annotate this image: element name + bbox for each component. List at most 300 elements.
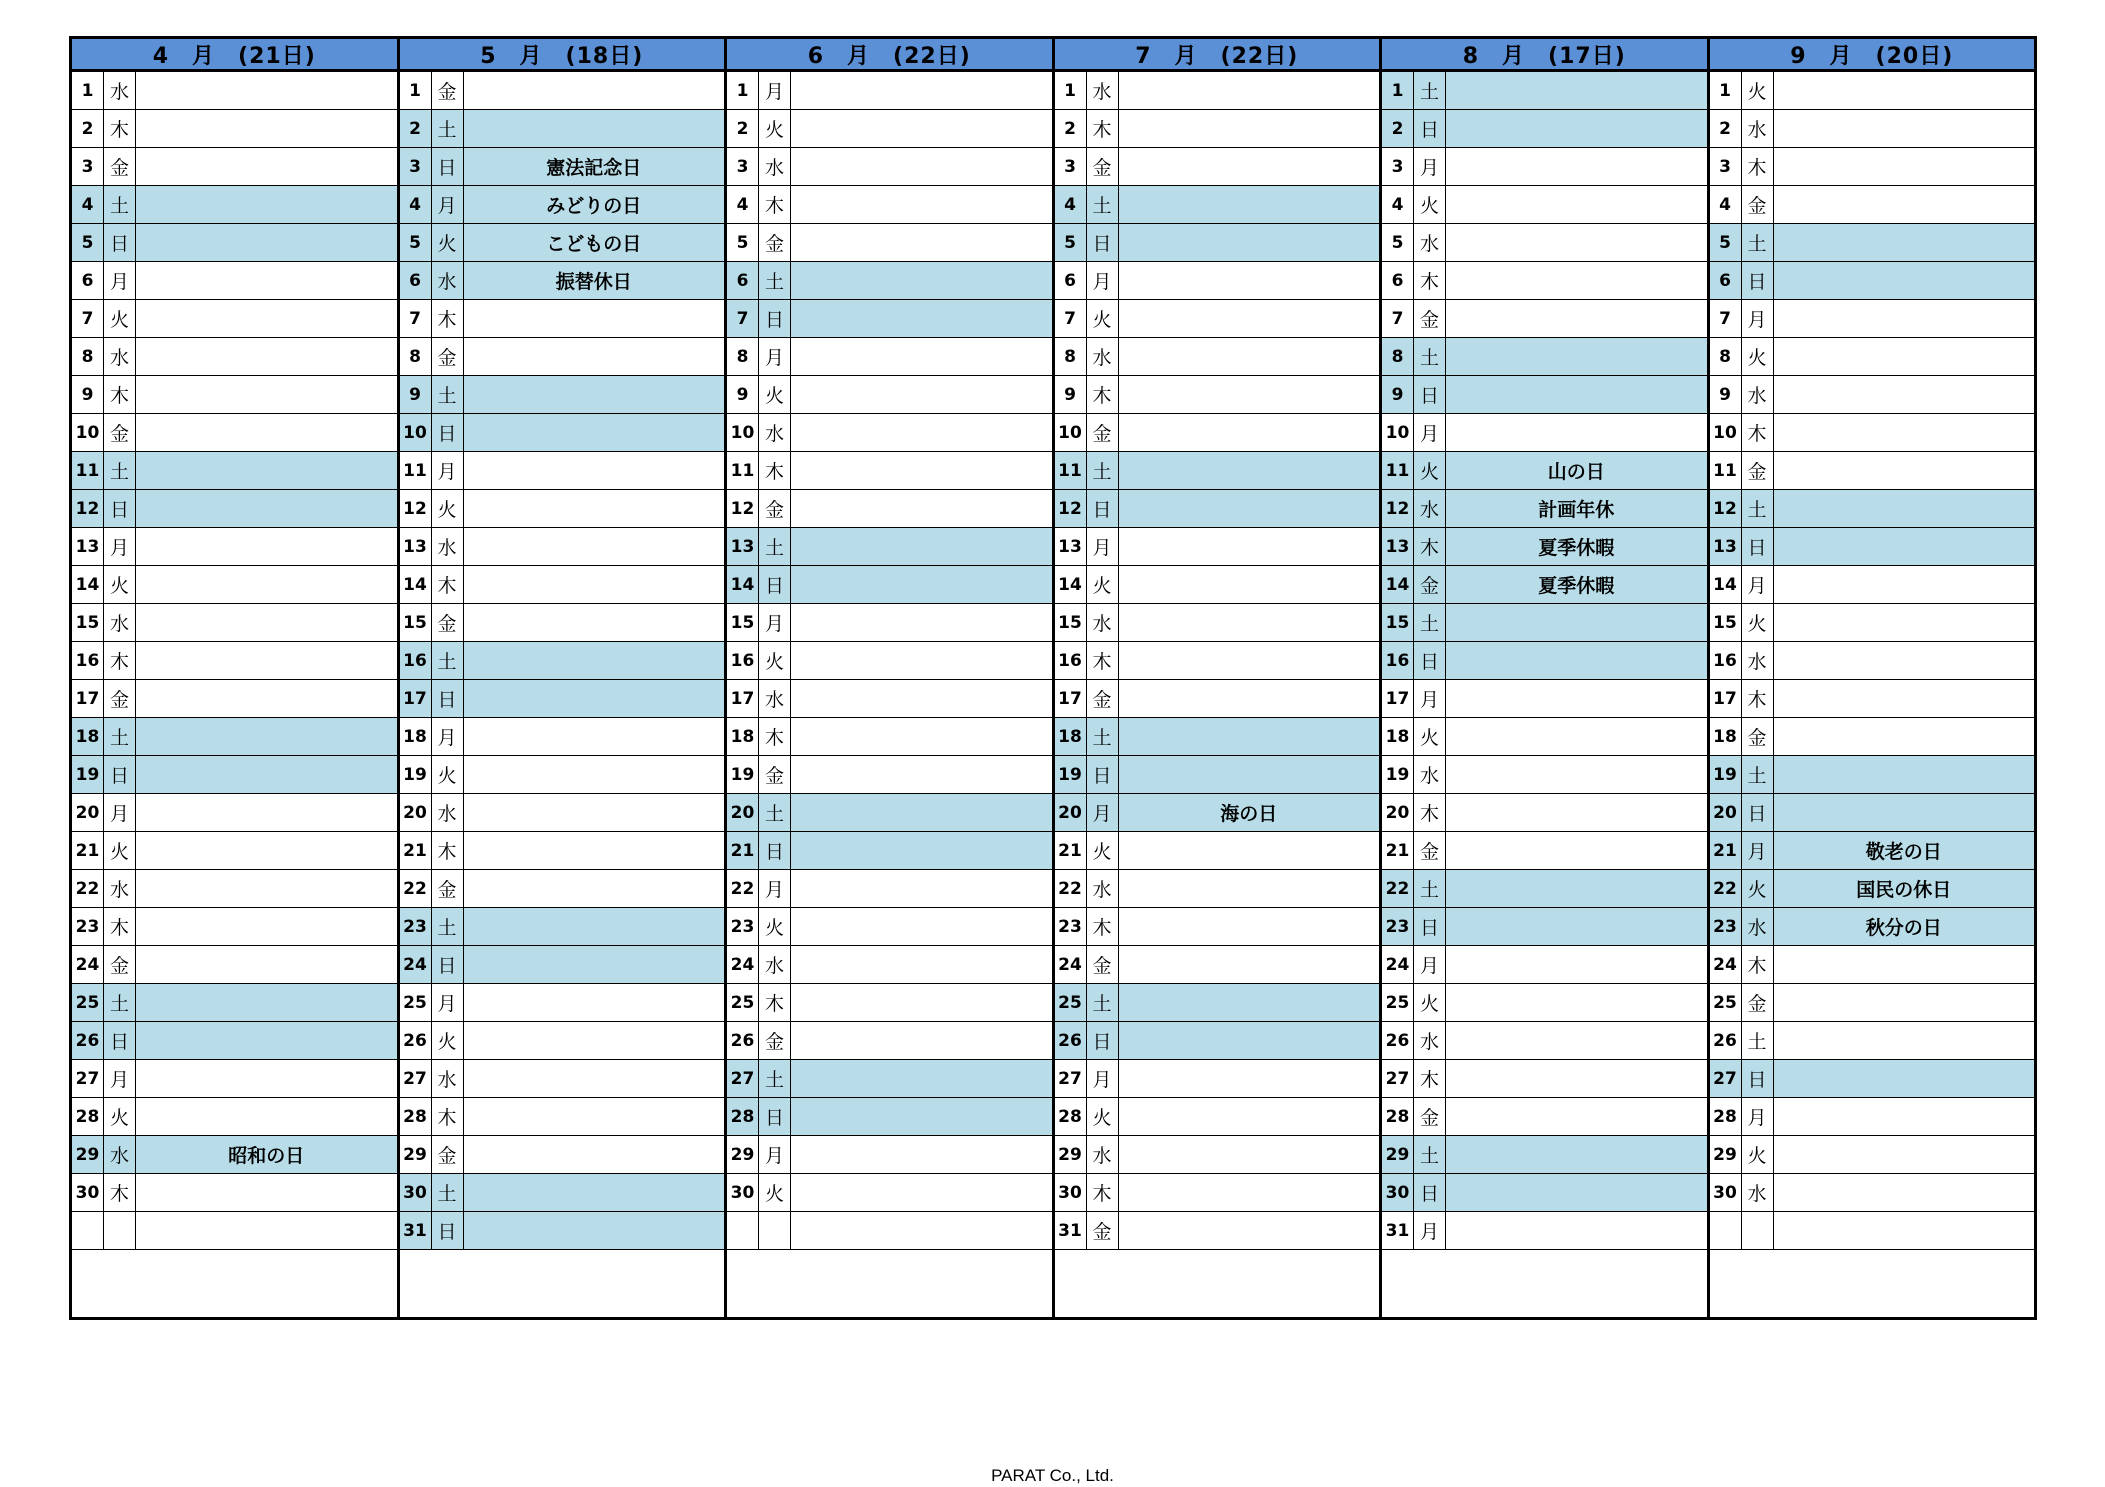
day-row <box>400 1174 725 1212</box>
day-number: 10 <box>400 414 432 451</box>
day-row <box>1710 414 2035 452</box>
day-row <box>1382 908 1707 946</box>
day-note <box>791 1212 1052 1249</box>
day-note <box>791 1098 1052 1135</box>
day-note <box>464 110 725 147</box>
weekday: 日 <box>759 566 791 603</box>
day-row <box>1710 110 2035 148</box>
day-note <box>136 376 397 413</box>
weekday: 日 <box>759 832 791 869</box>
weekday: 土 <box>1742 490 1774 527</box>
day-row <box>400 528 725 566</box>
weekday: 日 <box>1087 224 1119 261</box>
day-row <box>1382 756 1707 794</box>
day-row <box>1710 376 2035 414</box>
weekday: 月 <box>1414 414 1446 451</box>
day-number: 7 <box>1055 300 1087 337</box>
day-note <box>1446 984 1707 1021</box>
day-note <box>1446 908 1707 945</box>
weekday: 水 <box>432 1060 464 1097</box>
weekday: 水 <box>104 1136 136 1173</box>
day-row <box>72 870 397 908</box>
weekday: 日 <box>1742 528 1774 565</box>
weekday: 土 <box>1742 224 1774 261</box>
day-row <box>1382 224 1707 262</box>
weekday: 木 <box>1087 376 1119 413</box>
day-row <box>1055 452 1380 490</box>
day-note <box>1446 224 1707 261</box>
day-note <box>1119 908 1380 945</box>
weekday: 金 <box>1087 148 1119 185</box>
day-number: 4 <box>1382 186 1414 223</box>
day-row <box>400 566 725 604</box>
day-row <box>1710 680 2035 718</box>
day-row <box>400 1098 725 1136</box>
day-note <box>791 604 1052 641</box>
day-row <box>1382 490 1707 528</box>
day-note <box>1774 1098 2035 1135</box>
day-row <box>727 946 1052 984</box>
day-note <box>464 300 725 337</box>
weekday: 土 <box>104 452 136 489</box>
day-number: 26 <box>1055 1022 1087 1059</box>
day-note <box>1119 718 1380 755</box>
weekday: 火 <box>1087 832 1119 869</box>
day-row <box>1710 1212 2035 1250</box>
weekday: 日 <box>104 490 136 527</box>
weekday: 土 <box>432 376 464 413</box>
day-number: 1 <box>72 72 104 109</box>
day-note: 山の日 <box>1446 452 1707 489</box>
day-number: 4 <box>400 186 432 223</box>
day-note <box>1446 262 1707 299</box>
day-rows <box>1055 72 1380 1250</box>
day-note <box>1446 1060 1707 1097</box>
day-note <box>464 642 725 679</box>
day-row <box>727 376 1052 414</box>
weekday: 火 <box>759 110 791 147</box>
day-row <box>400 642 725 680</box>
day-note <box>136 832 397 869</box>
weekday: 木 <box>1742 414 1774 451</box>
day-note <box>1774 300 2035 337</box>
day-row <box>1382 110 1707 148</box>
day-row <box>1055 110 1380 148</box>
day-note <box>1774 566 2035 603</box>
day-number: 6 <box>72 262 104 299</box>
month-header: 6 月 (22日) <box>727 39 1052 72</box>
day-note <box>1119 984 1380 1021</box>
day-row <box>727 300 1052 338</box>
day-row <box>727 680 1052 718</box>
day-number: 21 <box>400 832 432 869</box>
day-row <box>1710 224 2035 262</box>
weekday: 水 <box>104 72 136 109</box>
weekday: 月 <box>1742 300 1774 337</box>
day-note <box>1446 604 1707 641</box>
weekday: 木 <box>432 300 464 337</box>
day-note <box>1446 832 1707 869</box>
weekday: 月 <box>432 452 464 489</box>
month-notes-box <box>1382 1250 1707 1317</box>
day-number: 3 <box>72 148 104 185</box>
day-note <box>136 72 397 109</box>
day-number <box>1710 1212 1742 1249</box>
day-note <box>791 566 1052 603</box>
day-note <box>464 72 725 109</box>
weekday: 火 <box>759 642 791 679</box>
day-number: 24 <box>727 946 759 983</box>
weekday: 月 <box>1742 1098 1774 1135</box>
day-number: 22 <box>400 870 432 907</box>
day-row <box>727 452 1052 490</box>
day-note <box>1446 756 1707 793</box>
day-note <box>1446 376 1707 413</box>
day-row <box>1382 186 1707 224</box>
day-number: 24 <box>1382 946 1414 983</box>
day-note <box>1774 110 2035 147</box>
day-row <box>72 490 397 528</box>
day-note <box>1446 680 1707 717</box>
weekday: 日 <box>1087 1022 1119 1059</box>
day-note <box>791 72 1052 109</box>
day-row <box>727 72 1052 110</box>
day-note <box>1774 452 2035 489</box>
day-note <box>136 794 397 831</box>
day-row <box>72 908 397 946</box>
weekday: 木 <box>1742 148 1774 185</box>
day-row <box>72 984 397 1022</box>
day-note <box>136 300 397 337</box>
day-number: 14 <box>727 566 759 603</box>
day-number: 4 <box>72 186 104 223</box>
weekday: 木 <box>432 832 464 869</box>
day-row <box>1055 1022 1380 1060</box>
weekday: 木 <box>104 110 136 147</box>
day-note <box>464 490 725 527</box>
day-number: 5 <box>400 224 432 261</box>
weekday: 金 <box>432 870 464 907</box>
day-row <box>1382 946 1707 984</box>
weekday: 木 <box>1414 262 1446 299</box>
day-row <box>1055 946 1380 984</box>
day-row <box>727 1136 1052 1174</box>
day-note <box>1446 718 1707 755</box>
weekday: 日 <box>759 1098 791 1135</box>
weekday: 日 <box>432 1212 464 1249</box>
weekday: 土 <box>759 1060 791 1097</box>
day-number: 11 <box>72 452 104 489</box>
day-number: 21 <box>72 832 104 869</box>
weekday: 月 <box>759 604 791 641</box>
day-note <box>136 452 397 489</box>
day-number: 11 <box>1710 452 1742 489</box>
day-number: 16 <box>1710 642 1742 679</box>
weekday: 金 <box>759 224 791 261</box>
weekday: 土 <box>432 1174 464 1211</box>
day-number: 6 <box>1055 262 1087 299</box>
weekday: 水 <box>1414 490 1446 527</box>
day-note <box>464 414 725 451</box>
day-note <box>1119 642 1380 679</box>
day-row <box>1055 756 1380 794</box>
day-note <box>1774 224 2035 261</box>
weekday: 金 <box>759 756 791 793</box>
day-number: 19 <box>1382 756 1414 793</box>
day-note <box>464 908 725 945</box>
day-row <box>1382 1212 1707 1250</box>
day-row <box>1055 984 1380 1022</box>
day-note: みどりの日 <box>464 186 725 223</box>
day-note <box>1119 1174 1380 1211</box>
day-number: 21 <box>1382 832 1414 869</box>
day-row <box>1055 718 1380 756</box>
day-number: 7 <box>1710 300 1742 337</box>
weekday: 金 <box>432 1136 464 1173</box>
day-row <box>1055 870 1380 908</box>
day-number: 29 <box>1710 1136 1742 1173</box>
day-number: 18 <box>1382 718 1414 755</box>
weekday: 土 <box>1414 870 1446 907</box>
weekday: 土 <box>1087 452 1119 489</box>
day-row <box>1382 984 1707 1022</box>
day-row <box>727 414 1052 452</box>
day-row <box>1710 300 2035 338</box>
day-row <box>727 718 1052 756</box>
weekday: 月 <box>1087 528 1119 565</box>
weekday: 日 <box>1414 376 1446 413</box>
day-rows <box>400 72 725 1250</box>
day-row <box>727 338 1052 376</box>
day-number: 23 <box>727 908 759 945</box>
day-number: 18 <box>1055 718 1087 755</box>
day-number: 13 <box>1710 528 1742 565</box>
day-row <box>1055 1060 1380 1098</box>
day-row <box>1055 908 1380 946</box>
day-note <box>1446 1212 1707 1249</box>
day-row <box>727 262 1052 300</box>
day-note <box>1774 984 2035 1021</box>
day-row <box>1710 642 2035 680</box>
weekday: 土 <box>432 642 464 679</box>
day-note: こどもの日 <box>464 224 725 261</box>
day-note <box>1119 528 1380 565</box>
day-note <box>136 642 397 679</box>
weekday: 木 <box>759 718 791 755</box>
month-header: 9 月 (20日) <box>1710 39 2035 72</box>
weekday: 金 <box>1087 1212 1119 1249</box>
month-column <box>727 39 1055 1317</box>
weekday: 月 <box>759 1136 791 1173</box>
day-row <box>72 528 397 566</box>
day-note <box>136 680 397 717</box>
day-number: 20 <box>1055 794 1087 831</box>
day-note <box>791 908 1052 945</box>
day-row <box>400 1022 725 1060</box>
day-number: 30 <box>1710 1174 1742 1211</box>
day-note <box>1119 604 1380 641</box>
day-number: 28 <box>72 1098 104 1135</box>
day-note <box>1774 490 2035 527</box>
day-note <box>1774 946 2035 983</box>
day-number: 12 <box>1382 490 1414 527</box>
weekday: 木 <box>1742 680 1774 717</box>
day-number: 13 <box>727 528 759 565</box>
day-number: 13 <box>72 528 104 565</box>
day-number: 5 <box>1710 224 1742 261</box>
day-note <box>136 756 397 793</box>
weekday: 月 <box>1414 1212 1446 1249</box>
day-note <box>1119 72 1380 109</box>
day-note <box>791 414 1052 451</box>
day-note <box>464 1060 725 1097</box>
day-number: 13 <box>400 528 432 565</box>
day-note <box>464 1174 725 1211</box>
month-column <box>1382 39 1710 1317</box>
day-number: 12 <box>400 490 432 527</box>
weekday: 月 <box>1414 946 1446 983</box>
day-note <box>136 110 397 147</box>
day-rows <box>72 72 397 1250</box>
day-number: 1 <box>400 72 432 109</box>
day-row <box>1382 1174 1707 1212</box>
day-number: 22 <box>1382 870 1414 907</box>
weekday: 火 <box>1742 338 1774 375</box>
day-note <box>1446 1022 1707 1059</box>
weekday: 水 <box>1414 1022 1446 1059</box>
day-row <box>727 1098 1052 1136</box>
day-row <box>727 528 1052 566</box>
weekday: 火 <box>759 908 791 945</box>
day-note <box>136 908 397 945</box>
day-row <box>72 1212 397 1250</box>
weekday: 土 <box>759 262 791 299</box>
day-number: 9 <box>1710 376 1742 413</box>
day-note <box>136 490 397 527</box>
day-row <box>1710 566 2035 604</box>
day-row <box>1382 680 1707 718</box>
weekday: 月 <box>1087 794 1119 831</box>
weekday: 土 <box>1087 984 1119 1021</box>
day-row <box>400 376 725 414</box>
day-number: 6 <box>1382 262 1414 299</box>
day-number: 29 <box>727 1136 759 1173</box>
day-row <box>72 604 397 642</box>
day-number: 14 <box>1710 566 1742 603</box>
day-row <box>1710 262 2035 300</box>
weekday: 水 <box>1087 1136 1119 1173</box>
day-note <box>1774 718 2035 755</box>
day-note <box>791 490 1052 527</box>
day-number <box>727 1212 759 1249</box>
day-note: 敬老の日 <box>1774 832 2035 869</box>
day-note <box>791 1136 1052 1173</box>
weekday: 日 <box>432 414 464 451</box>
weekday: 日 <box>104 1022 136 1059</box>
day-note <box>136 338 397 375</box>
day-number: 5 <box>72 224 104 261</box>
day-row <box>72 262 397 300</box>
day-row <box>1382 376 1707 414</box>
day-note <box>791 300 1052 337</box>
day-number: 26 <box>727 1022 759 1059</box>
day-row <box>1055 72 1380 110</box>
day-number: 25 <box>727 984 759 1021</box>
day-row <box>72 338 397 376</box>
day-row <box>72 832 397 870</box>
weekday: 日 <box>1742 1060 1774 1097</box>
day-row <box>1055 1098 1380 1136</box>
day-number: 2 <box>400 110 432 147</box>
day-number: 21 <box>1055 832 1087 869</box>
day-row <box>727 756 1052 794</box>
weekday: 日 <box>104 224 136 261</box>
weekday: 土 <box>1742 756 1774 793</box>
day-note <box>1774 794 2035 831</box>
day-note <box>791 1060 1052 1097</box>
weekday: 火 <box>1742 870 1774 907</box>
day-number: 26 <box>72 1022 104 1059</box>
day-row <box>400 718 725 756</box>
weekday: 火 <box>759 1174 791 1211</box>
day-row <box>1710 946 2035 984</box>
day-row <box>1710 756 2035 794</box>
day-row <box>400 1212 725 1250</box>
day-number: 7 <box>727 300 759 337</box>
day-note <box>136 946 397 983</box>
day-row <box>1710 1136 2035 1174</box>
day-note <box>791 984 1052 1021</box>
day-note <box>1119 1212 1380 1249</box>
weekday: 木 <box>432 566 464 603</box>
day-number: 3 <box>1710 148 1742 185</box>
day-note <box>1446 1136 1707 1173</box>
day-number: 21 <box>1710 832 1742 869</box>
month-header: 7 月 (22日) <box>1055 39 1380 72</box>
weekday: 金 <box>1087 414 1119 451</box>
weekday: 日 <box>1414 110 1446 147</box>
day-number: 25 <box>1382 984 1414 1021</box>
day-row <box>1382 1022 1707 1060</box>
day-number: 22 <box>1710 870 1742 907</box>
day-note <box>136 870 397 907</box>
day-note <box>464 452 725 489</box>
day-row <box>400 832 725 870</box>
day-row <box>1382 148 1707 186</box>
day-number: 10 <box>1055 414 1087 451</box>
day-row <box>1055 1136 1380 1174</box>
day-row <box>1710 794 2035 832</box>
day-rows <box>1710 72 2035 1250</box>
day-note <box>1119 452 1380 489</box>
day-note <box>1774 376 2035 413</box>
day-note <box>136 1098 397 1135</box>
weekday: 日 <box>104 756 136 793</box>
day-row <box>1710 1022 2035 1060</box>
weekday: 木 <box>1087 642 1119 679</box>
day-number: 20 <box>1710 794 1742 831</box>
day-note <box>464 1098 725 1135</box>
day-number: 16 <box>1055 642 1087 679</box>
day-note: 計画年休 <box>1446 490 1707 527</box>
day-note: 憲法記念日 <box>464 148 725 185</box>
weekday: 火 <box>432 756 464 793</box>
day-number: 14 <box>1055 566 1087 603</box>
day-row <box>1710 604 2035 642</box>
weekday: 金 <box>1742 452 1774 489</box>
day-row <box>72 110 397 148</box>
day-row <box>727 794 1052 832</box>
